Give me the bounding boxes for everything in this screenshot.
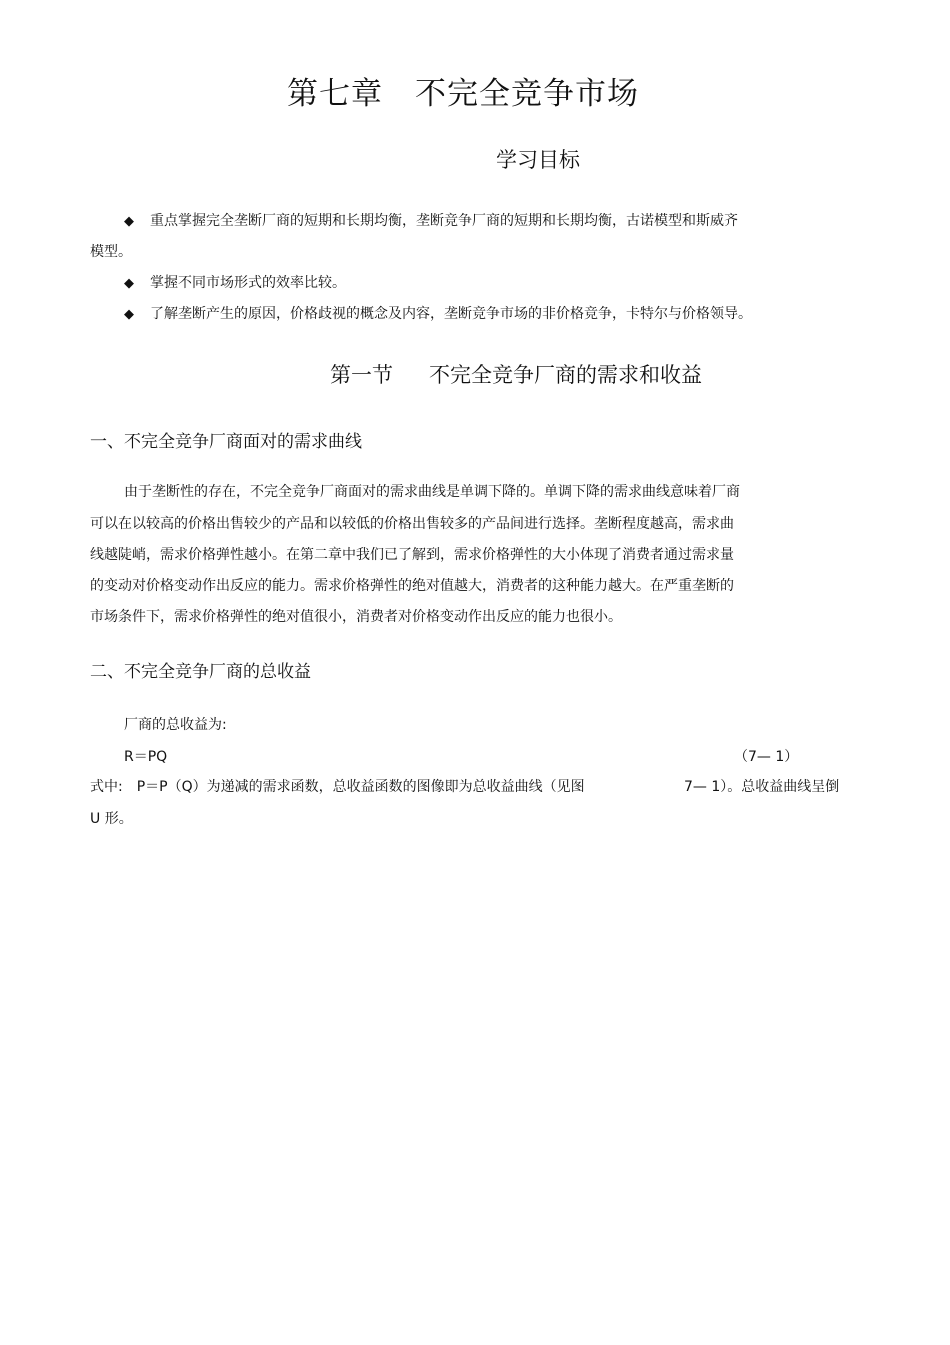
formula-explanation-cont: U 形。 [90, 811, 133, 827]
heading-total-revenue: 二、不完全竞争厂商的总收益 [90, 662, 311, 682]
paragraph-line: 的变动对价格变动作出反应的能力。需求价格弹性的绝对值越大，消费者的这种能力越大。在严重垄断的 [90, 578, 734, 594]
revenue-intro: 厂商的总收益为: [124, 717, 227, 733]
heading-demand-curve: 一、不完全竞争厂商面对的需求曲线 [90, 432, 362, 452]
formula-explanation-end: 7— 1）。总收益曲线呈倒 [684, 779, 840, 795]
objective-1-continuation: 模型。 [90, 244, 132, 260]
formula-number: （7— 1） [734, 749, 799, 765]
paragraph-line: 市场条件下，需求价格弹性的绝对值很小，消费者对价格变动作出反应的能力也很小。 [90, 609, 622, 625]
objective-text: 了解垄断产生的原因，价格歧视的概念及内容，垄断竞争市场的非价格竞争，卡特尔与价格领导。 [150, 306, 752, 322]
objective-1 [124, 210, 738, 230]
formula-explanation: 式中: P＝P（Q）为递减的需求函数，总收益函数的图像即为总收益曲线（见图 [90, 779, 585, 795]
objective-text: 重点掌握完全垄断厂商的短期和长期均衡，垄断竞争厂商的短期和长期均衡，古诺模型和斯威齐 [150, 213, 738, 229]
section-number: 第一节 [330, 363, 393, 387]
chapter-title: 第七章 不完全竞争市场 [287, 76, 639, 112]
diamond-bullet-icon: ◆ [124, 276, 134, 291]
learning-objectives-title: 学习目标 [496, 148, 580, 172]
diamond-bullet-icon: ◆ [124, 214, 134, 229]
formula: R＝PQ [124, 749, 168, 765]
section-name: 不完全竞争厂商的需求和收益 [429, 363, 702, 387]
objective-text: 掌握不同市场形式的效率比较。 [150, 275, 346, 291]
paragraph-line: 由于垄断性的存在，不完全竞争厂商面对的需求曲线是单调下降的。单调下降的需求曲线意味着厂商 [124, 484, 740, 500]
paragraph-line: 可以在以较高的价格出售较少的产品和以较低的价格出售较多的产品间进行选择。垄断程度越高，需求曲 [90, 516, 734, 532]
diamond-bullet-icon: ◆ [124, 307, 134, 322]
paragraph-line: 线越陡峭，需求价格弹性越小。在第二章中我们已了解到，需求价格弹性的大小体现了消费者通过需求量 [90, 547, 734, 563]
objective-3 [124, 303, 752, 323]
section-title [330, 359, 702, 389]
objective-2 [124, 272, 346, 292]
